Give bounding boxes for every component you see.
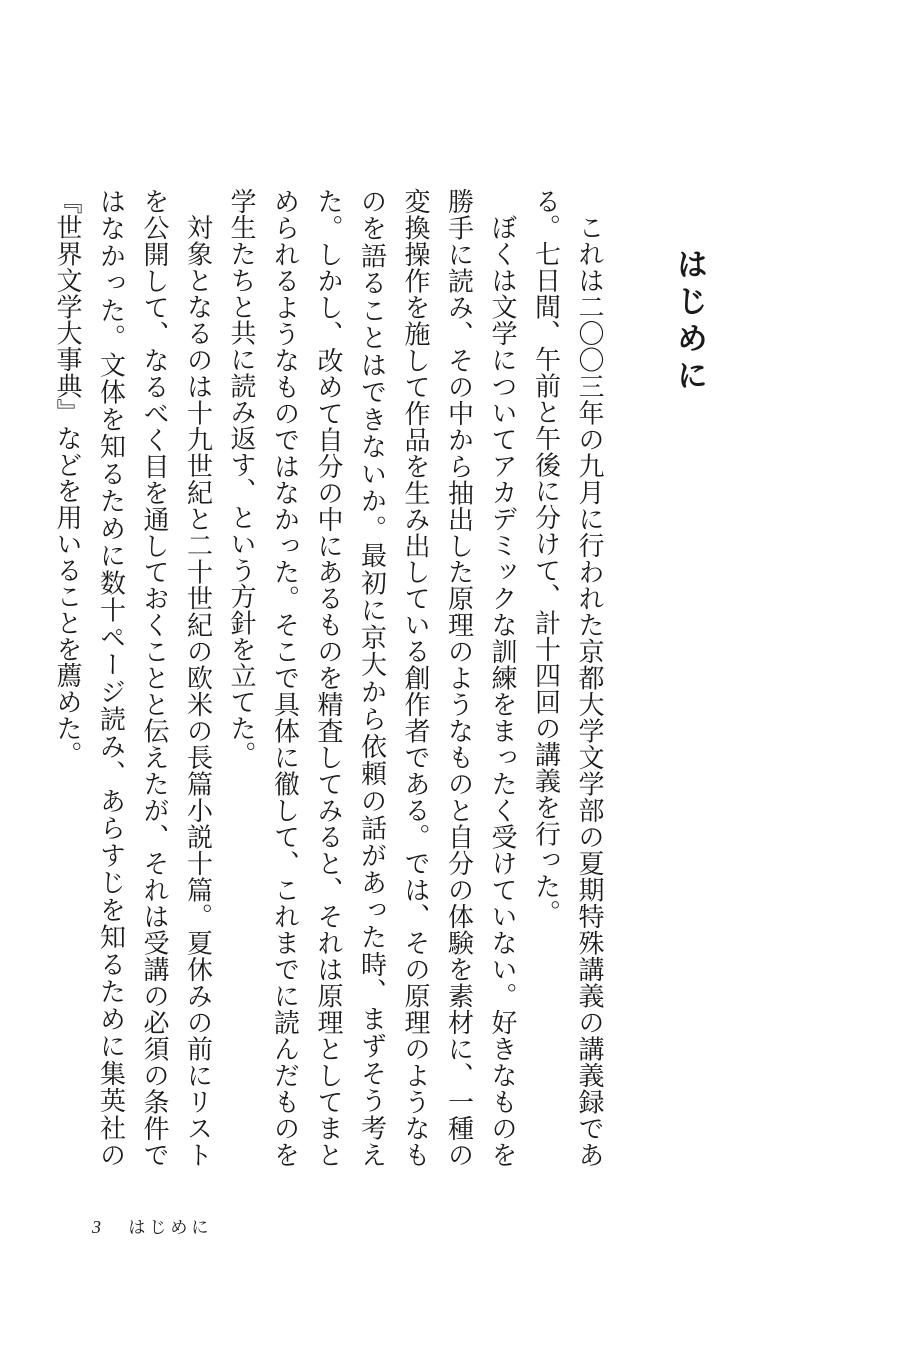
running-head: はじめに [128,1218,213,1238]
chapter-title: はじめに [671,248,707,396]
paragraph-3: 対象となるのは十九世紀と二十世紀の欧米の長篇小説十篇。夏休みの前にリストを公開して、なるべく目を通しておくことと伝えたが、それは受講の必須の条件ではなかった。文体を知るために数十ページ読み、あらすじを知るために集英社の『世界文学大事典』などを用いることを薦めた。 [52,188,213,1168]
page-number: 3 [92,1217,103,1237]
paragraph-2: ぼくは文学についてアカデミックな訓練をまったく受けていない。好きなものを勝手に読み、その中から抽出した原理のようなものと自分の体験を素材に、一種の変換操作を施して作品を生み出している創作者である。では、その原理のようなものを語ることはできないか。最初に京大から依頼の話があった時、まずそう考えた。しかし、改めて自分の中にあるものを精査してみると、それは原理としてまとめられるようなものではなかった。そこで具体に徹して、これまでに読んだものを学生たちと共に読み返す、という方針を立てた。 [226,188,517,1168]
page-footer [92,1213,212,1238]
paragraph-1: これは二〇〇三年の九月に行われた京都大学文学部の夏期特殊講義の講義録である。七日間、午前と午後に分けて、計十四回の講義を行った。 [530,188,604,1168]
body-text [45,188,611,1168]
